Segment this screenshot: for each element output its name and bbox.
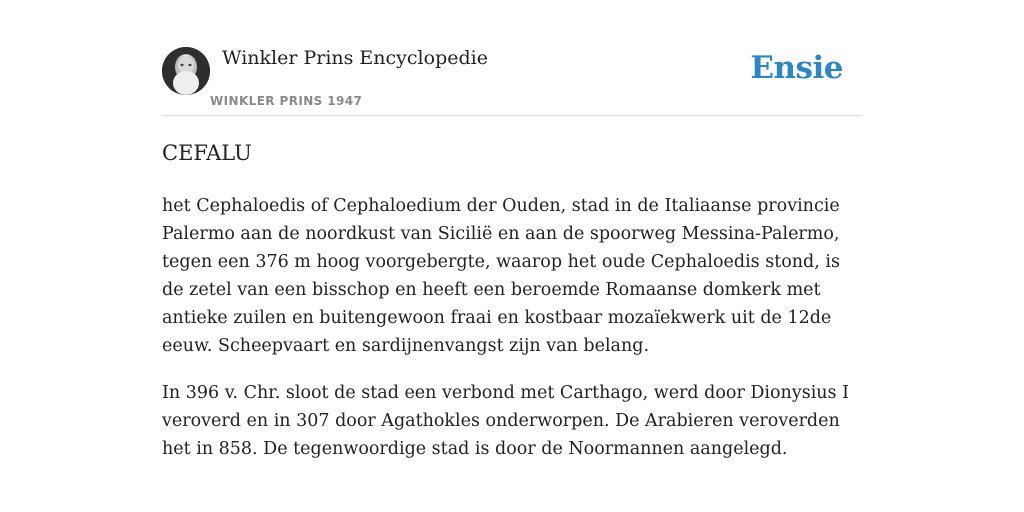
article-paragraph: In 396 v. Chr. sloot de stad een verbond met Carthago, werd door Dionysius I veroverd en in 307 door Agathokles onderworpen. De Arabieren veroverden het in 858. De tegenwoordige stad is door de Noormannen aangelegd.	[162, 383, 850, 459]
article-paragraph: het Cephaloedis of Cephaloedium der Ouden, stad in de Italiaanse provincie Palermo aan de noordkust van Sicilië en aan de spoorweg Messina-Palermo, tegen een 376 m hoog voorgebergte, waarop het oude Cephaloedis stond, is de zetel van een bisschop en heeft een beroemde Romaanse domkerk met antieke zuilen en buitengewoon fraai en kostbaar mozaïekwerk uit de 12de eeuw. Scheepvaart en sardijnenvangst zijn van belang.	[162, 196, 840, 356]
source-edition-label[interactable]: WINKLER PRINS 1947	[210, 94, 363, 108]
article-body	[162, 192, 862, 482]
author-avatar-icon[interactable]	[162, 47, 210, 95]
source-title-link[interactable]: Winkler Prins Encyclopedie	[222, 47, 488, 69]
source-header	[162, 44, 862, 116]
article-title: CEFALU	[162, 141, 252, 165]
ensie-logo[interactable]: Ensie	[750, 50, 843, 86]
